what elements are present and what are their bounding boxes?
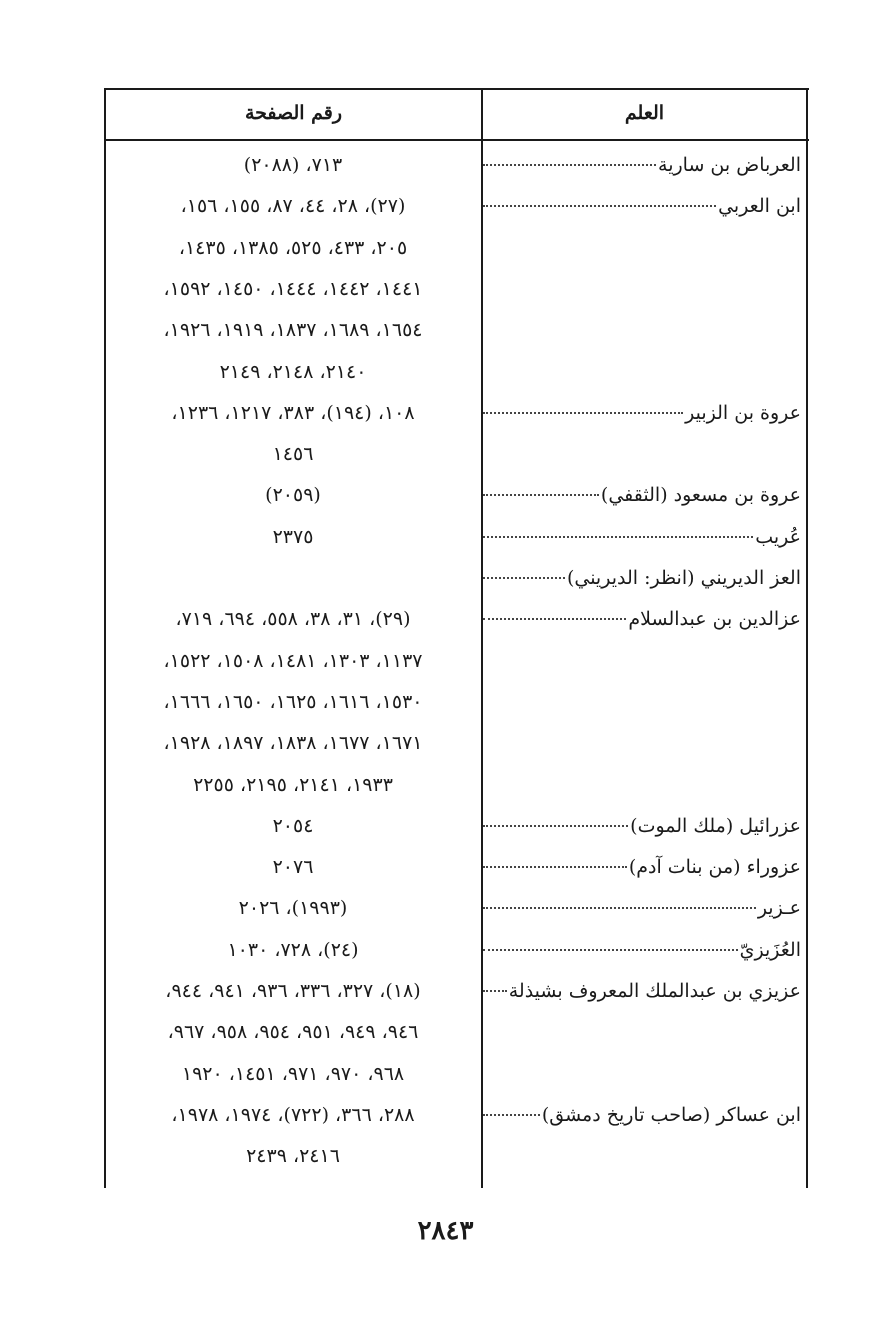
page-refs-line: ٢٨٨، ٣٦٦، (٧٢٢)، ١٩٧٤، ١٩٧٨، — [171, 1103, 415, 1126]
entry-name-text: العُزَيزيّ — [739, 938, 801, 961]
entry-name-text: عزالدين بن عبدالسلام — [628, 608, 801, 631]
page-refs-line: ١٤٥٦ — [272, 443, 314, 466]
index-entry-name — [483, 897, 801, 919]
dot-leader — [483, 907, 756, 909]
dot-leader — [483, 866, 627, 868]
entry-name-text: العرباض بن سارية — [658, 154, 801, 176]
page-refs-line: (١٨)، ٣٢٧، ٣٣٦، ٩٣٦، ٩٤١، ٩٤٤، — [165, 980, 421, 1002]
dot-leader — [483, 412, 683, 414]
page-refs-line: (٢٩)، ٣١، ٣٨، ٥٥٨، ٦٩٤، ٧١٩، — [175, 608, 411, 631]
index-entry-name — [483, 1104, 801, 1126]
column-divider — [481, 88, 483, 1188]
index-entry-name — [483, 402, 801, 424]
dot-leader — [483, 990, 507, 992]
dot-leader — [483, 205, 716, 207]
page-refs-line: (٢٠٥٩) — [265, 484, 321, 507]
index-table — [104, 88, 809, 1188]
header-divider — [104, 139, 809, 141]
page-refs-line: ٩٦٨، ٩٧٠، ٩٧١، ١٤٥١، ١٩٢٠ — [181, 1062, 405, 1085]
page-refs-line: ٧١٣، (٢٠٨٨) — [243, 154, 343, 176]
dot-leader — [483, 825, 628, 827]
entry-name-text: عروة بن مسعود (الثقفي) — [600, 484, 801, 507]
entry-name-text: عزرائيل (ملك الموت) — [630, 814, 801, 837]
entry-name-text: عزيزي بن عبدالملك المعروف بشيذلة — [508, 980, 801, 1002]
table-top-border — [104, 88, 809, 90]
entry-name-text: ابن عساكر (صاحب تاريخ دمشق) — [541, 1103, 801, 1126]
page-refs-line: (٢٧)، ٢٨، ٤٤، ٨٧، ١٥٥، ١٥٦، — [180, 195, 406, 218]
table-right-border — [806, 88, 808, 1188]
dot-leader — [483, 618, 626, 620]
name-column-header: العلم — [624, 102, 665, 124]
page-refs-line: ١١٣٧، ١٣٠٣، ١٤٨١، ١٥٠٨، ١٥٢٢، — [163, 649, 423, 672]
dot-leader — [483, 536, 753, 538]
page-refs-line: ١٤٤١، ١٤٤٢، ١٤٤٤، ١٤٥٠، ١٥٩٢، — [163, 277, 423, 300]
entry-name-text: عـزير — [757, 897, 801, 920]
index-entry-name — [483, 154, 801, 176]
page-refs-line: ١٦٧١، ١٦٧٧، ١٨٣٨، ١٨٩٧، ١٩٢٨، — [163, 732, 423, 755]
page-refs-line: ٢١٤٠، ٢١٤٨، ٢١٤٩ — [219, 360, 367, 383]
index-entry-name — [483, 980, 801, 1002]
index-entry-name — [483, 939, 801, 961]
page-refs-line: ٢٠٧٦ — [272, 856, 314, 879]
pages-column-header: رقم الصفحة — [244, 102, 343, 124]
entry-name-text: عروة بن الزبير — [685, 401, 801, 424]
index-entry-name — [483, 567, 801, 589]
index-entry-name — [483, 195, 801, 217]
dot-leader — [483, 577, 565, 579]
index-entry-name — [483, 856, 801, 878]
table-left-border — [104, 88, 106, 1188]
index-entry-name — [483, 526, 801, 548]
index-entry-name — [483, 484, 801, 506]
index-entry-name — [483, 608, 801, 630]
page-number: ٢٨٤٣ — [417, 1216, 474, 1246]
entry-name-text: عزوراء (من بنات آدم) — [628, 856, 801, 879]
dot-leader — [483, 494, 599, 496]
dot-leader — [483, 1114, 540, 1116]
page-refs-line: ٢٣٧٥ — [272, 525, 314, 548]
page-refs-line: ١٦٥٤، ١٦٨٩، ١٨٣٧، ١٩١٩، ١٩٢٦، — [163, 319, 423, 342]
entry-name-text: عُريب — [755, 525, 801, 548]
page-refs-line: ٢٠٥، ٤٣٣، ٥٢٥، ١٣٨٥، ١٤٣٥، — [178, 236, 408, 259]
page-refs-line: ٩٤٦، ٩٤٩، ٩٥١، ٩٥٤، ٩٥٨، ٩٦٧، — [167, 1021, 419, 1044]
page-refs-line: ٢٤١٦، ٢٤٣٩ — [246, 1145, 340, 1168]
entry-name-text: العز الديريني (انظر: الديريني) — [566, 567, 801, 589]
dot-leader — [483, 949, 738, 951]
page-refs-line: ٢٠٥٤ — [272, 814, 314, 837]
page-refs-line: (١٩٩٣)، ٢٠٢٦ — [238, 897, 348, 920]
page-refs-line: ١٥٣٠، ١٦١٦، ١٦٢٥، ١٦٥٠، ١٦٦٦، — [163, 690, 423, 713]
dot-leader — [483, 164, 656, 166]
page-refs-line: ١٠٨، (١٩٤)، ٣٨٣، ١٢١٧، ١٢٣٦، — [171, 401, 415, 424]
index-entry-name — [483, 815, 801, 837]
entry-name-text: ابن العربي — [718, 195, 801, 218]
page-refs-line: (٢٤)، ٧٢٨، ١٠٣٠ — [227, 938, 359, 961]
page-refs-line: ١٩٣٣، ٢١٤١، ٢١٩٥، ٢٢٥٥ — [193, 773, 393, 796]
